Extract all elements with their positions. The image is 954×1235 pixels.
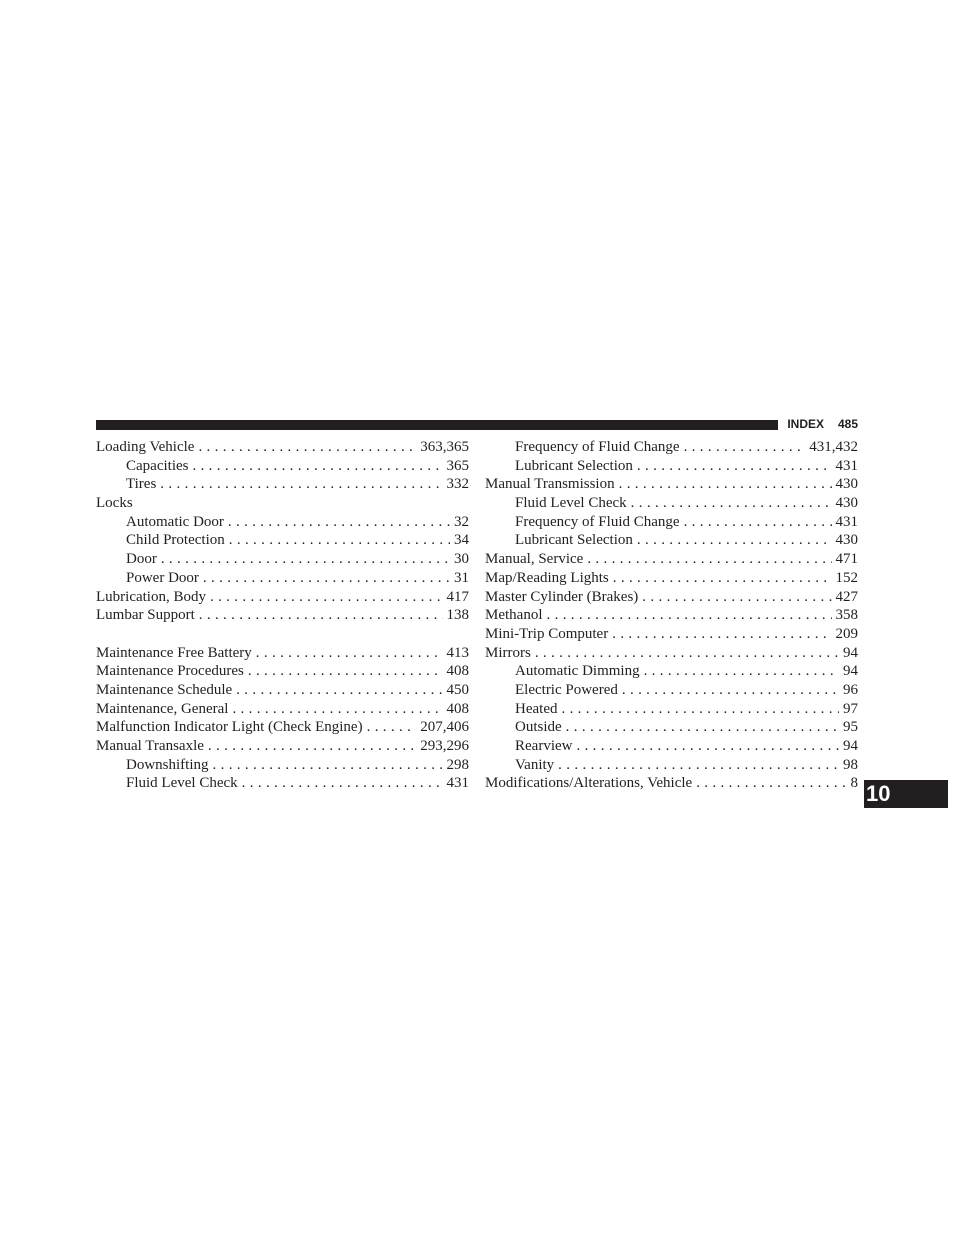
index-term: Methanol [485,607,543,624]
index-term: Door [126,551,157,568]
index-page-ref: 298 [446,756,469,773]
index-term: Mini-Trip Computer [485,625,609,642]
index-term: Manual Transaxle [96,738,204,754]
dot-leader [631,494,832,513]
index-page-ref: 207,406 [420,719,469,736]
dot-leader [644,662,839,681]
index-page-ref: 95 [843,719,858,736]
index-entry [96,531,469,550]
index-term: Fluid Level Check [515,495,627,512]
index-term: Lubrication, Body [96,588,206,605]
index-entry [96,494,469,513]
dot-leader [637,457,832,476]
index-entry [485,550,858,569]
dot-leader [248,662,443,681]
index-entry [485,644,858,663]
dot-leader [613,569,832,588]
index-term: Rearview [515,738,573,754]
dot-leader [213,756,443,775]
index-page-ref: 430 [835,495,858,512]
index-term: Lubricant Selection [515,457,633,474]
index-term: Automatic Door [126,513,224,530]
dot-leader [622,681,839,700]
index-term: Map/Reading Lights [485,569,609,586]
dot-leader [229,531,450,550]
chapter-tab: 10 [864,780,948,808]
index-entry [485,531,858,550]
index-entry [96,550,469,569]
index-page-ref: 94 [843,663,858,680]
index-page-ref: 30 [454,551,469,568]
index-term: Maintenance Schedule [96,681,233,698]
dot-leader [232,700,442,719]
index-column-right [485,438,858,793]
dot-leader [587,550,831,569]
dot-leader [160,475,442,494]
index-entry [485,625,858,644]
index-term: Mirrors [485,644,531,661]
index-page-ref: 34 [454,532,469,549]
index-term: Power Door [126,569,199,586]
index-entry [485,662,858,681]
index-term: Child Protection [126,532,225,549]
dot-leader [210,588,443,607]
index-term: Maintenance Procedures [96,663,244,680]
dot-leader [637,531,832,550]
index-term: Capacities [126,457,189,474]
index-term: Modifications/Alterations, Vehicle [485,775,693,792]
index-page-ref: 450 [446,681,469,698]
index-entry [96,457,469,476]
index-entry [485,774,858,793]
index-page-ref: 8 [850,775,858,792]
index-term: Frequency of Fluid Change [515,513,680,530]
dot-leader [547,606,832,625]
index-entry [485,700,858,719]
index-page-ref: 365 [446,457,469,474]
index-entry [485,756,858,775]
index-page-ref: 431,432 [809,439,858,455]
index-page-ref: 431 [835,513,858,530]
index-term: Automatic Dimming [515,663,640,680]
index-entry [485,513,858,532]
index-term: Maintenance, General [96,700,229,717]
index-page-ref: 94 [843,738,858,754]
dot-leader [535,644,839,663]
index-page-ref: 209 [835,625,858,642]
index-entry [96,737,469,756]
dot-leader [236,681,442,700]
index-term: Manual, Service [485,551,584,568]
index-term: Frequency of Fluid Change [515,439,680,455]
index-term: Outside [515,719,562,736]
dot-leader [684,438,806,457]
dot-leader [208,737,416,756]
index-page-ref: 413 [446,644,469,661]
index-entry [96,625,469,644]
index-term: Downshifting [126,756,209,773]
index-term: Electric Powered [515,681,618,698]
index-entry [96,569,469,588]
dot-leader [576,737,839,756]
index-column-left [96,438,469,793]
dot-leader [192,457,442,476]
index-page-ref: 152 [835,569,858,586]
index-entry [485,569,858,588]
index-entry [96,438,469,457]
index-page-ref: 408 [446,700,469,717]
index-entry [96,681,469,700]
dot-leader [696,774,846,793]
index-page-ref: 471 [835,551,858,568]
index-page-ref: 138 [446,607,469,624]
dot-leader [684,513,832,532]
dot-leader [256,644,443,663]
index-term: Lubricant Selection [515,532,633,549]
index-entry [485,588,858,607]
index-page-ref: 97 [843,700,858,717]
index-entry [96,700,469,719]
page-number: 485 [837,417,858,431]
dot-leader [199,606,443,625]
index-page-ref: 332 [446,476,469,493]
dot-leader [367,718,417,737]
index-entry [485,457,858,476]
index-page-ref: 32 [454,513,469,530]
index-term: Lumbar Support [96,607,195,624]
dot-leader [228,513,450,532]
index-page-ref: 431 [835,457,858,474]
index-page-ref: 431 [446,775,469,792]
index-entry [96,513,469,532]
section-title: INDEX [787,417,824,431]
index-term: Loading Vehicle [96,439,195,455]
index-entry [96,588,469,607]
dot-leader [242,774,443,793]
index-entry [485,475,858,494]
index-page-ref: 417 [446,588,469,605]
index-entry [96,662,469,681]
index-term: Master Cylinder (Brakes) [485,588,639,605]
dot-leader [198,438,416,457]
index-term: Maintenance Free Battery [96,644,252,661]
header-rule [96,420,778,430]
index-entry [485,681,858,700]
dot-leader [619,475,832,494]
dot-leader [561,700,839,719]
index-entry [96,475,469,494]
index-entry [485,494,858,513]
index-page-ref: 96 [843,681,858,698]
dot-leader [612,625,831,644]
index-page-ref: 427 [835,588,858,605]
index-term: Vanity [515,756,555,773]
index-entry [96,756,469,775]
index-entry [485,438,858,457]
index-page-ref: 430 [835,532,858,549]
index-page-ref: 358 [835,607,858,624]
index-term: Malfunction Indicator Light (Check Engine) [96,719,363,736]
index-entry [485,718,858,737]
index-page-ref: 31 [454,569,469,586]
index-page-ref: 430 [835,476,858,493]
index-term: Fluid Level Check [126,775,238,792]
index-page-ref: 408 [446,663,469,680]
dot-leader [566,718,839,737]
index-term: Heated [515,700,558,717]
index-term: Locks [96,495,133,512]
index-entry [96,718,469,737]
index-page-ref: 363,365 [420,439,469,455]
dot-leader [161,550,450,569]
index-page-ref: 293,296 [420,738,469,754]
index-term: Tires [126,476,157,493]
index-page-ref: 98 [843,756,858,773]
dot-leader [558,756,839,775]
index-entry [96,644,469,663]
index-entry [485,606,858,625]
index-entry [96,774,469,793]
dot-leader [642,588,831,607]
index-entry [96,606,469,625]
index-page-ref: 94 [843,644,858,661]
index-term: Manual Transmission [485,476,615,493]
dot-leader [203,569,450,588]
index-entry [485,737,858,756]
